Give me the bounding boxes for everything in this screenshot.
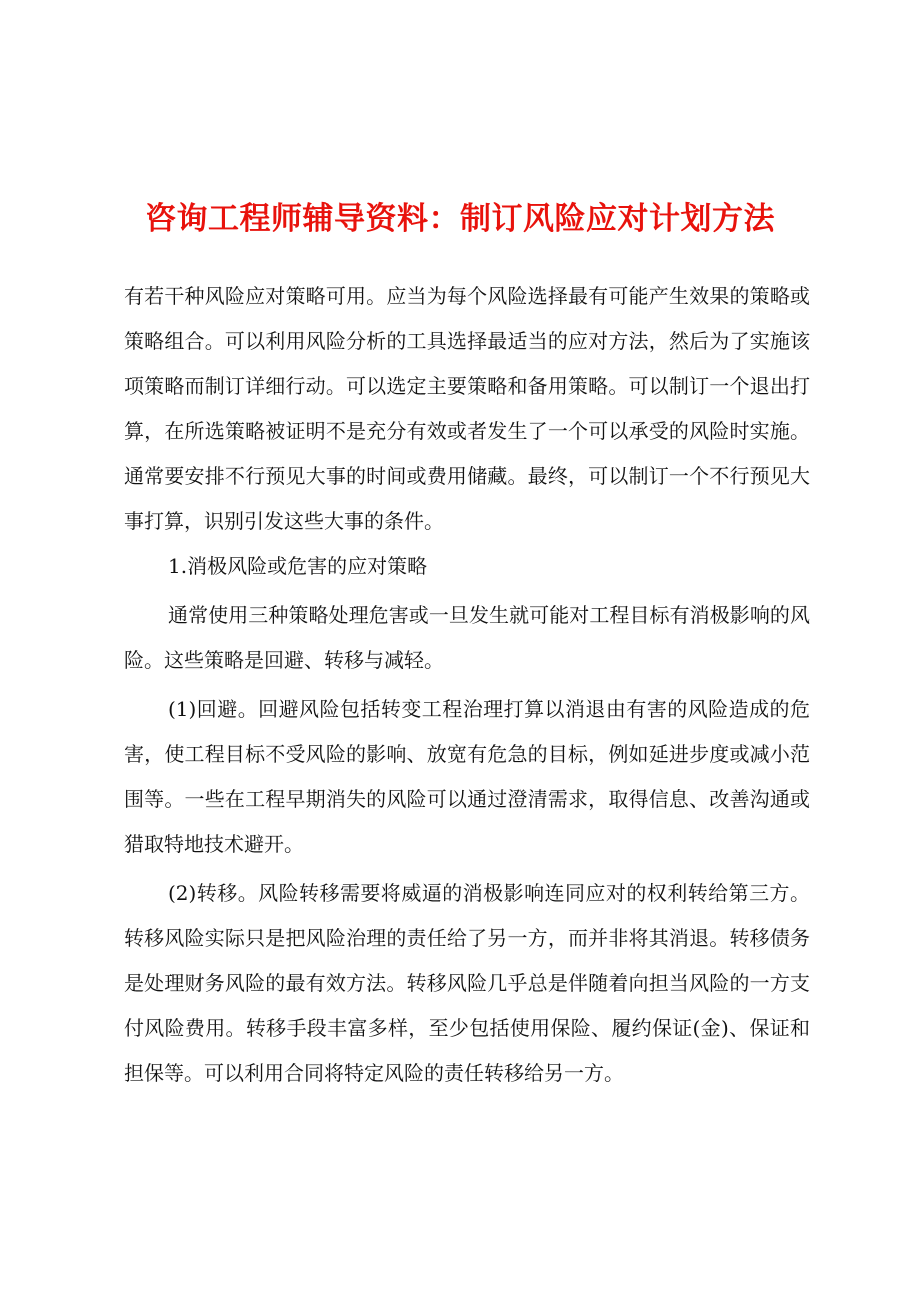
paragraph-intro: 有若干种风险应对策略可用。应当为每个风险选择最有可能产生效果的策略或策略组合。可以利用风险分析的工具选择最适当的应对方法，然后为了实施该项策略而制订详细行动。可以选定主要策略和备用策略。可以制订一个退出打算，在所选策略被证明不是充分有效或者发生了一个可以承受的风险时实施。通常要安排不行预见大事的时间或费用储藏。最终，可以制订一个不行预见大事打算，识别引发这些大事的条件。 [124,284,810,533]
document-body [124,274,810,1096]
document-title: 咨询工程师辅导资料：制订风险应对计划方法 [145,201,775,237]
section-heading-negative-risk: 1.消极风险或危害的应对策略 [168,554,428,578]
paragraph-avoid: (1)回避。回避风险包括转变工程治理打算以消退由有害的风险造成的危害，使工程目标不受风险的影响、放宽有危急的目标，例如延进步度或减小范围等。一些在工程早期消失的风险可以通过澄清需求，取得信息、改善沟通或猎取特地技术避开。 [124,697,810,856]
paragraph-three-strategies: 通常使用三种策略处理危害或一旦发生就可能对工程目标有消极影响的风险。这些策略是回避、转移与减轻。 [124,603,810,672]
paragraph-transfer: (2)转移。风险转移需要将威逼的消极影响连同应对的权利转给第三方。转移风险实际只是把风险治理的责任给了另一方，而并非将其消退。转移债务是处理财务风险的最有效方法。转移风险几乎总是伴随着向担当风险的一方支付风险费用。转移手段丰富多样，至少包括使用保险、履约保证(金)、保证和担保等。可以利用合同将特定风险的责任转移给另一方。 [124,881,810,1085]
